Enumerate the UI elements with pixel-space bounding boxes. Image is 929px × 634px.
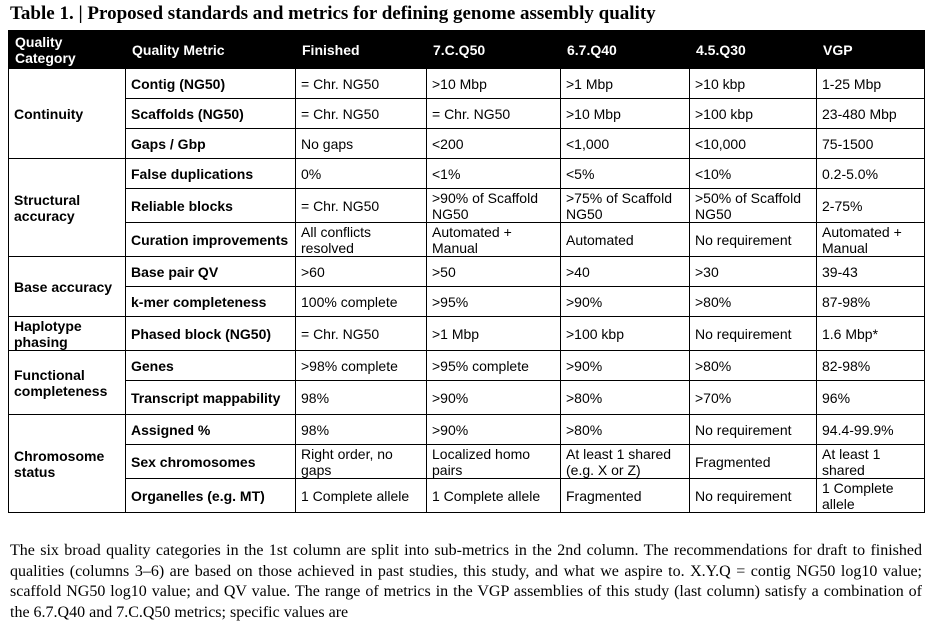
value-cell: = Chr. NG50 xyxy=(296,189,427,223)
metric-cell: Contig (NG50) xyxy=(126,69,296,99)
value-cell: Automated + Manual xyxy=(427,223,561,257)
category-cell: Functional completeness xyxy=(9,351,126,415)
header-quality-category: Quality Category xyxy=(9,31,126,69)
value-cell: >90% xyxy=(427,381,561,415)
value-cell: 1 Complete allele xyxy=(427,479,561,513)
metric-cell: Organelles (e.g. MT) xyxy=(126,479,296,513)
table-row xyxy=(9,129,925,159)
metric-cell: Transcript mappability xyxy=(126,381,296,415)
value-cell: 1 Complete allele xyxy=(296,479,427,513)
value-cell: 98% xyxy=(296,381,427,415)
header-finished: Finished xyxy=(296,31,427,69)
value-cell: 1.6 Mbp* xyxy=(817,317,925,351)
header-vgp: VGP xyxy=(817,31,925,69)
category-cell: Structural accuracy xyxy=(9,159,126,257)
value-cell: At least 1 shared (e.g. X or Z) xyxy=(561,445,690,479)
value-cell: >60 xyxy=(296,257,427,287)
category-cell: Continuity xyxy=(9,69,126,159)
value-cell: >80% xyxy=(561,381,690,415)
table-row xyxy=(9,351,925,381)
metric-cell: Assigned % xyxy=(126,415,296,445)
value-cell: Automated xyxy=(561,223,690,257)
value-cell: <1% xyxy=(427,159,561,189)
value-cell: At least 1 shared xyxy=(817,445,925,479)
table-row xyxy=(9,189,925,223)
table-row xyxy=(9,479,925,513)
category-cell: Base accuracy xyxy=(9,257,126,317)
header-quality-metric: Quality Metric xyxy=(126,31,296,69)
table-row xyxy=(9,159,925,189)
table-row xyxy=(9,415,925,445)
table-row xyxy=(9,381,925,415)
value-cell: 1-25 Mbp xyxy=(817,69,925,99)
table-row xyxy=(9,257,925,287)
value-cell: 98% xyxy=(296,415,427,445)
value-cell: No requirement xyxy=(690,317,817,351)
value-cell: = Chr. NG50 xyxy=(427,99,561,129)
table-row xyxy=(9,223,925,257)
value-cell: >100 kbp xyxy=(561,317,690,351)
metric-cell: k-mer completeness xyxy=(126,287,296,317)
table-title: Table 1. | Proposed standards and metrics for defining genome assembly quality xyxy=(10,3,656,24)
header-row xyxy=(9,31,925,69)
value-cell: >90% of Scaffold NG50 xyxy=(427,189,561,223)
value-cell: 96% xyxy=(817,381,925,415)
value-cell: >90% xyxy=(561,351,690,381)
table-caption: The six broad quality categories in the 1st column are split into sub-metrics in the 2nd column. The recommendations for draft to finished qualities (columns 3–6) are based on those achieved in past studies, this study, and what we aspire to. X.Y.Q = contig NG50 log10 value; scaffold NG50 log10 value; and QV value. The range of metrics in the VGP assemblies of this study (last column) satisfy a combination of the 6.7.Q40 and 7.C.Q50 metrics; specific values are xyxy=(10,542,922,621)
value-cell: No gaps xyxy=(296,129,427,159)
value-cell: 0.2-5.0% xyxy=(817,159,925,189)
metric-cell: Reliable blocks xyxy=(126,189,296,223)
value-cell: 94.4-99.9% xyxy=(817,415,925,445)
header-6-7-q40: 6.7.Q40 xyxy=(561,31,690,69)
value-cell: No requirement xyxy=(690,415,817,445)
metric-cell: Genes xyxy=(126,351,296,381)
value-cell: >1 Mbp xyxy=(427,317,561,351)
value-cell: >95% xyxy=(427,287,561,317)
table-body xyxy=(9,69,925,513)
metric-cell: Curation improvements xyxy=(126,223,296,257)
category-cell: Chromosome status xyxy=(9,415,126,513)
value-cell: 39-43 xyxy=(817,257,925,287)
value-cell: <10% xyxy=(690,159,817,189)
table-row xyxy=(9,69,925,99)
value-cell: >90% xyxy=(561,287,690,317)
value-cell: Fragmented xyxy=(561,479,690,513)
value-cell: No requirement xyxy=(690,223,817,257)
value-cell: >40 xyxy=(561,257,690,287)
value-cell: >10 Mbp xyxy=(427,69,561,99)
value-cell: 100% complete xyxy=(296,287,427,317)
value-cell: >80% xyxy=(690,351,817,381)
value-cell: Fragmented xyxy=(690,445,817,479)
value-cell: >70% xyxy=(690,381,817,415)
header-7c-q50: 7.C.Q50 xyxy=(427,31,561,69)
quality-metrics-table xyxy=(8,30,925,513)
value-cell: >50% of Scaffold NG50 xyxy=(690,189,817,223)
category-cell: Haplotype phasing xyxy=(9,317,126,351)
value-cell: >10 Mbp xyxy=(561,99,690,129)
value-cell: >90% xyxy=(427,415,561,445)
value-cell: >100 kbp xyxy=(690,99,817,129)
value-cell: <1,000 xyxy=(561,129,690,159)
metric-cell: False duplications xyxy=(126,159,296,189)
value-cell: >50 xyxy=(427,257,561,287)
metric-cell: Scaffolds (NG50) xyxy=(126,99,296,129)
value-cell: = Chr. NG50 xyxy=(296,69,427,99)
table-row xyxy=(9,99,925,129)
value-cell: 23-480 Mbp xyxy=(817,99,925,129)
value-cell: = Chr. NG50 xyxy=(296,317,427,351)
value-cell: Localized homo pairs xyxy=(427,445,561,479)
value-cell: 87-98% xyxy=(817,287,925,317)
value-cell: All conflicts resolved xyxy=(296,223,427,257)
metric-cell: Phased block (NG50) xyxy=(126,317,296,351)
value-cell: >1 Mbp xyxy=(561,69,690,99)
metric-cell: Sex chromosomes xyxy=(126,445,296,479)
value-cell: 1 Complete allele xyxy=(817,479,925,513)
header-4-5-q30: 4.5.Q30 xyxy=(690,31,817,69)
value-cell: >95% complete xyxy=(427,351,561,381)
value-cell: <5% xyxy=(561,159,690,189)
value-cell: No requirement xyxy=(690,479,817,513)
table-row xyxy=(9,317,925,351)
value-cell: Right order, no gaps xyxy=(296,445,427,479)
table-row xyxy=(9,287,925,317)
value-cell: >10 kbp xyxy=(690,69,817,99)
value-cell: = Chr. NG50 xyxy=(296,99,427,129)
value-cell: Automated + Manual xyxy=(817,223,925,257)
value-cell: <10,000 xyxy=(690,129,817,159)
value-cell: <200 xyxy=(427,129,561,159)
metric-cell: Gaps / Gbp xyxy=(126,129,296,159)
metric-cell: Base pair QV xyxy=(126,257,296,287)
value-cell: >80% xyxy=(561,415,690,445)
table-row xyxy=(9,445,925,479)
value-cell: >80% xyxy=(690,287,817,317)
value-cell: 82-98% xyxy=(817,351,925,381)
value-cell: 0% xyxy=(296,159,427,189)
value-cell: >98% complete xyxy=(296,351,427,381)
value-cell: 2-75% xyxy=(817,189,925,223)
value-cell: 75-1500 xyxy=(817,129,925,159)
value-cell: >75% of Scaffold NG50 xyxy=(561,189,690,223)
value-cell: >30 xyxy=(690,257,817,287)
